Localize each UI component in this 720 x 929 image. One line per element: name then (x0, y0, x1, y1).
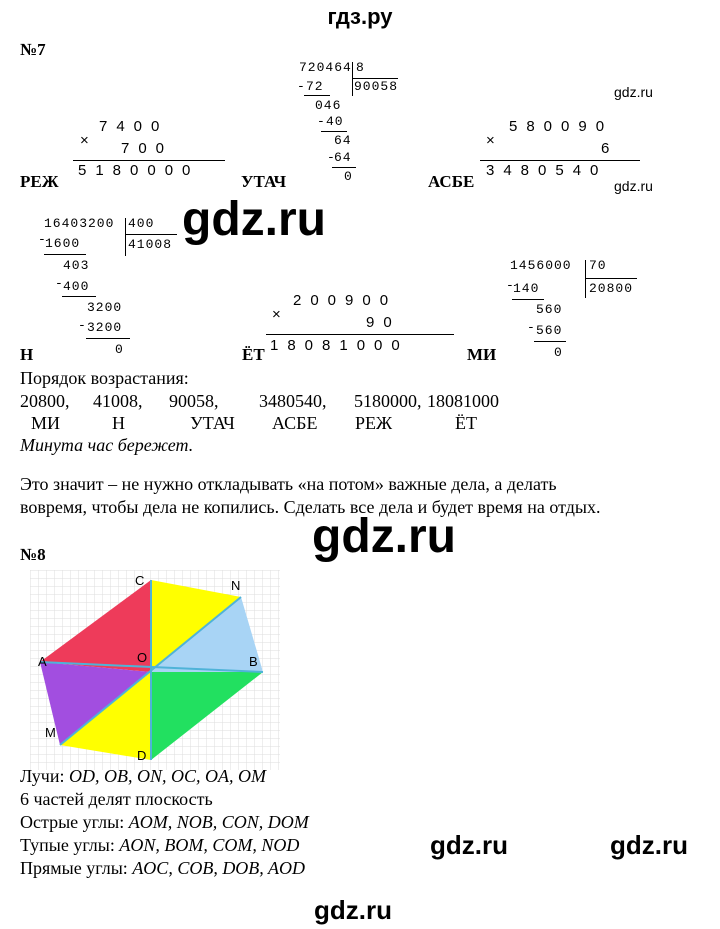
div2-step: 3200 (87, 320, 123, 335)
watermark: gdz.ru (312, 510, 456, 563)
order-code: МИ (31, 413, 61, 433)
div3-dividend: 1456000 (510, 258, 572, 273)
div1-step: 046 (315, 98, 342, 113)
label-c: C (135, 573, 145, 588)
word-mi: МИ (467, 345, 497, 364)
watermark: gdz.ru (182, 193, 326, 246)
order-code: ЁТ (455, 413, 477, 433)
label-o: O (137, 650, 148, 665)
right-line: Прямые углы: AOC, COB, DOB, AOD (20, 858, 305, 878)
hexagon-figure (30, 570, 280, 770)
order-number: 18081000 (427, 391, 499, 411)
word-yot: ЁТ (242, 345, 265, 364)
word-rezh: РЕЖ (20, 172, 59, 191)
div2-step: 400 (63, 279, 90, 294)
acute-line: Острые углы: AOM, NOB, CON, DOM (20, 812, 309, 832)
mul1-a: 7400 (99, 118, 169, 135)
label-n: N (231, 578, 241, 593)
label-m: M (45, 725, 56, 740)
mul3-sign: × (272, 306, 290, 323)
word-utach: УТАЧ (241, 172, 287, 191)
div2-step: 3200 (87, 300, 123, 315)
proverb: Минута час бережет. (20, 435, 194, 455)
paragraph-line-1: Это значит – не нужно откладывать «на потом» важные дела, а делать (20, 474, 557, 494)
div2-dividend: 16403200 (44, 216, 115, 231)
watermark: gdz.ru (430, 830, 508, 860)
word-n: Н (20, 345, 34, 364)
mul2-sign: × (486, 132, 504, 149)
obtuse-line: Тупые углы: AON, BOM, COM, NOD (20, 835, 300, 855)
div2-step: 0 (115, 342, 124, 357)
div3-step: 560 (536, 323, 563, 338)
order-number: 41008, (93, 391, 143, 411)
word-asbe: АСБЕ (428, 172, 475, 191)
order-number: 5180000, (354, 391, 422, 411)
order-number: 20800, (20, 391, 70, 411)
mul2-res: 3480540 (486, 162, 608, 179)
order-number: 90058, (169, 391, 219, 411)
div3-step: 0 (554, 345, 563, 360)
div3-step: 560 (536, 302, 563, 317)
label-a: A (38, 654, 47, 669)
watermark: gdz.ru (610, 830, 688, 860)
order-title: Порядок возрастания: (20, 368, 189, 388)
order-code: УТАЧ (190, 413, 235, 433)
div3-quotient: 20800 (589, 281, 634, 296)
mul1-sign: × (80, 132, 98, 149)
div1-step: 64 (334, 133, 352, 148)
mul2-a: 580090 (509, 118, 614, 135)
div1-step: 40 (326, 114, 344, 129)
div1-divisor: 8 (356, 60, 365, 75)
order-code: АСБЕ (272, 413, 318, 433)
div2-step: 403 (63, 258, 90, 273)
mul1-b: 700 (121, 140, 174, 157)
mul3-a: 200900 (293, 292, 398, 309)
div1-dividend: 720464 (299, 60, 352, 75)
div2-divisor: 400 (128, 216, 155, 231)
task-8-title: №8 (20, 545, 46, 564)
label-b: B (249, 654, 258, 669)
order-code: Н (112, 413, 125, 433)
watermark: gdz.ru (614, 178, 653, 194)
div2-step: 1600 (45, 236, 81, 251)
site-header: гдз.ру (327, 4, 393, 29)
div1-step: 72 (306, 79, 324, 94)
rays-line: Лучи: OD, OB, ON, OC, OA, OM (20, 766, 266, 786)
div1-step: 64 (334, 150, 352, 165)
mul1-res: 5180000 (78, 162, 200, 179)
mul2-b: 6 (601, 140, 619, 157)
div1-quotient: 90058 (354, 79, 399, 94)
mul3-res: 18081000 (270, 337, 409, 354)
order-number: 3480540, (259, 391, 327, 411)
mul3-b: 90 (366, 314, 401, 331)
div3-divisor: 70 (589, 258, 607, 273)
paragraph-line-2: вовремя, чтобы дела не копились. Сделать все дела и будет время на отдых. (20, 497, 601, 517)
watermark: gdz.ru (314, 895, 392, 925)
task-7-title: №7 (20, 40, 46, 59)
div2-quotient: 41008 (128, 237, 173, 252)
order-code: РЕЖ (355, 413, 393, 433)
parts-line: 6 частей делят плоскость (20, 789, 213, 809)
label-d: D (137, 748, 147, 763)
watermark: gdz.ru (614, 84, 653, 100)
div3-step: 140 (513, 281, 540, 296)
div1-step: 0 (344, 169, 353, 184)
